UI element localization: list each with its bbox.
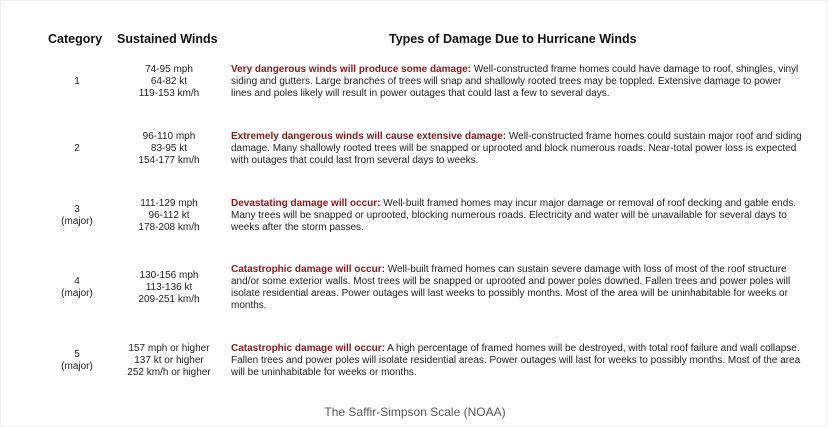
category-cell [41,76,113,88]
category-major-note: (major) [61,361,93,372]
winds-kmh: 209-251 km/h [138,294,200,305]
damage-description [231,64,803,100]
winds-kmh: 178-208 km/h [138,222,200,233]
winds-mph: 74-95 mph [145,64,193,75]
damage-description [231,198,803,234]
damage-text: Well-built framed homes may incur major damage or removal of roof decking and gable ends. Many trees will be snapped or uprooted, blocking numerous roads. Electricity and water will be unavailable for several days to weeks after the storm passes. [231,198,797,233]
category-number: 5 [74,349,80,360]
damage-description [231,131,803,167]
winds-kt: 137 kt or higher [134,355,204,366]
category-major-note: (major) [61,216,93,227]
header-sustained-winds: Sustained Winds [117,32,218,46]
damage-description [231,264,803,312]
damage-text: Well-built framed homes can sustain severe damage with loss of most of the roof structure and/or some exterior walls. Most trees will be snapped or uprooted and power poles downed. Fallen trees and power poles will isolate residential areas. Power outages will last weeks to possibly months. Most of the area will be uninhabitable for weeks or months. [231,264,791,311]
category-cell [41,143,113,155]
damage-lead: Devastating damage will occur: [231,198,381,209]
damage-text: A high percentage of framed homes will be destroyed, with total roof failure and wall collapse. Fallen trees and power poles will isolate residential areas. Power outages will last for weeks to possibly months. Most of the area will be uninhabitable for weeks or months. [231,343,801,378]
category-cell [41,349,113,373]
winds-cell [119,270,219,306]
category-number: 2 [74,143,80,154]
winds-kmh: 119-153 km/h [138,88,200,99]
winds-mph: 130-156 mph [139,270,199,281]
category-cell [41,204,113,228]
winds-cell [119,131,219,167]
category-number: 1 [74,76,80,87]
damage-lead: Catastrophic damage will occur: [231,343,385,354]
winds-kmh: 154-177 km/h [138,155,200,166]
winds-kmh: 252 km/h or higher [127,367,211,378]
damage-lead: Very dangerous winds will produce some damage: [231,64,472,75]
figure-caption: The Saffir-Simpson Scale (NOAA) [324,405,506,419]
winds-cell [119,343,219,379]
category-number: 3 [74,204,80,215]
winds-cell [119,64,219,100]
winds-kt: 96-112 kt [148,210,190,221]
winds-cell [119,198,219,234]
category-number: 4 [74,276,80,287]
category-cell [41,276,113,300]
winds-kt: 64-82 kt [150,76,188,87]
damage-text: Well-constructed frame homes could sustain major roof and siding damage. Many shallowly rooted trees will be snapped or uprooted and block numerous roads. Near-total power loss is expected with outages that could last from several days to weeks. [231,131,802,166]
winds-mph: 96-110 mph [142,131,196,142]
header-damage-types: Types of Damage Due to Hurricane Winds [389,32,637,46]
winds-kt: 113-136 kt [145,282,193,293]
winds-mph: 157 mph or higher [128,343,210,354]
damage-lead: Extremely dangerous winds will cause extensive damage: [231,131,507,142]
winds-mph: 111-129 mph [140,198,198,209]
damage-lead: Catastrophic damage will occur: [231,264,385,275]
damage-text: Well-constructed frame homes could have damage to roof, shingles, vinyl siding and gutters. Large branches of trees will snap and shallowly rooted trees may be toppled. Extensive damage to power lines and poles likely will result in power outages that could last a few to several days. [231,64,799,99]
winds-kt: 83-95 kt [150,143,188,154]
category-major-note: (major) [61,288,93,299]
damage-description [231,343,803,379]
header-category: Category [48,32,103,46]
